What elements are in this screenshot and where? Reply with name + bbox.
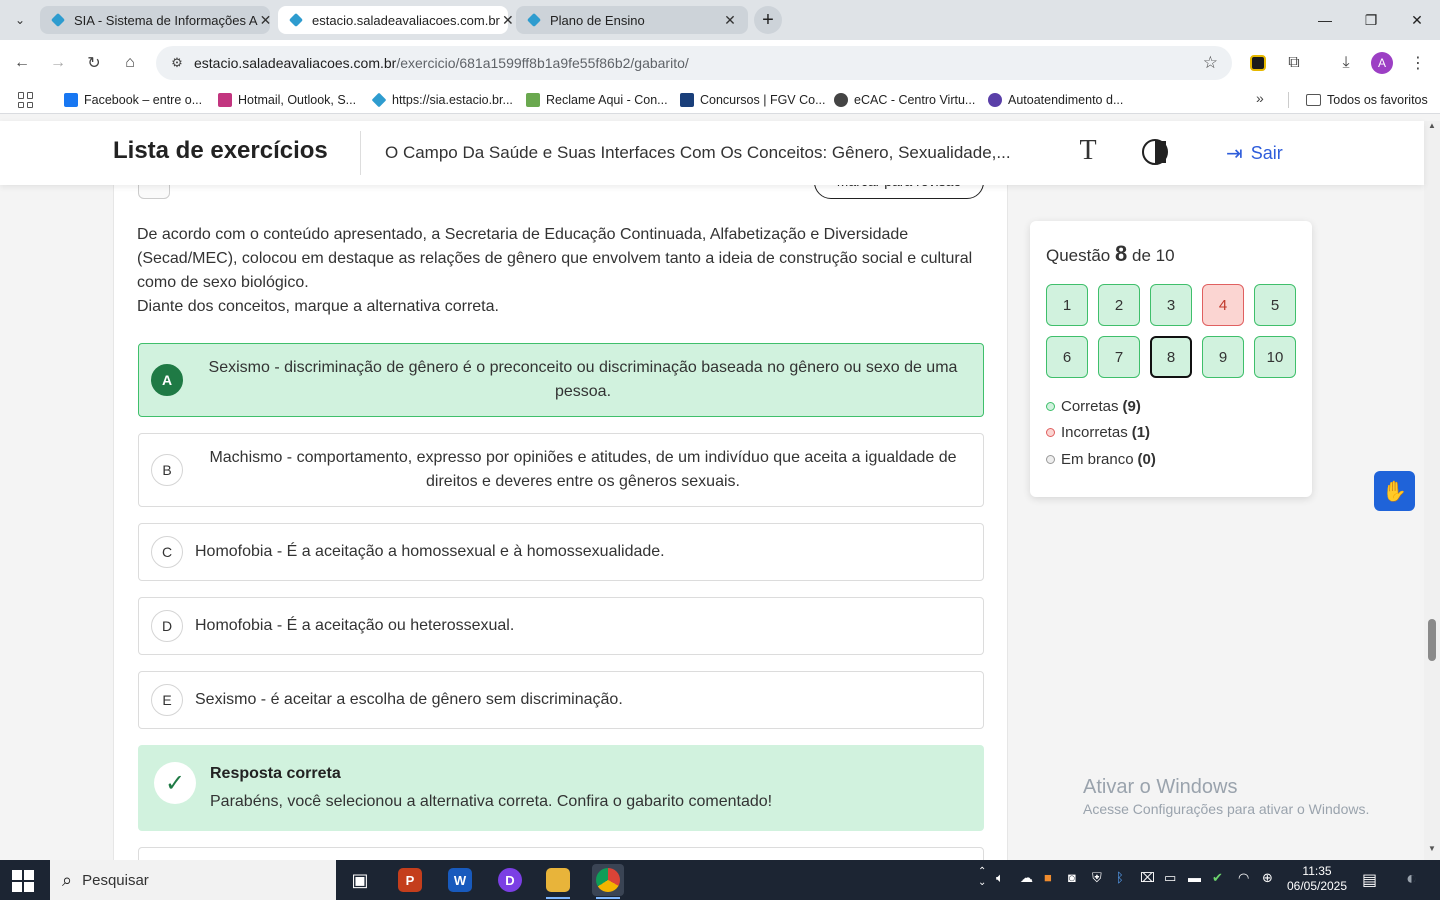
bookmark-reclame-aqui[interactable] xyxy=(526,90,668,110)
fgv-icon xyxy=(680,93,694,107)
tab-sia[interactable] xyxy=(40,6,270,34)
sia-favicon-icon xyxy=(50,12,66,28)
bookmark-label: Facebook – entre o... xyxy=(84,93,203,107)
option-e[interactable] xyxy=(138,671,984,729)
facebook-icon xyxy=(64,93,78,107)
subject-title: O Campo Da Saúde e Suas Interfaces Com Os Conceitos: Gênero, Sexualidade,... xyxy=(385,143,1011,162)
close-tab-icon[interactable]: ✕ xyxy=(259,11,272,28)
usb-icon[interactable]: ⌧ xyxy=(1140,870,1155,885)
answer-feedback xyxy=(138,745,984,831)
minimize-button[interactable]: — xyxy=(1318,12,1332,28)
site-favicon-icon xyxy=(288,12,304,28)
windows-activation-watermark xyxy=(1083,776,1369,817)
watermark-subtitle: Acesse Configurações para ativar o Windows. xyxy=(1083,801,1370,817)
bookmark-label: https://sia.estacio.br... xyxy=(392,93,513,107)
question-cell-7[interactable]: 7 xyxy=(1098,336,1140,378)
search-icon: ⌕ xyxy=(62,869,73,890)
question-statement xyxy=(137,223,987,319)
site-favicon-icon xyxy=(526,12,542,28)
close-tab-icon[interactable]: ✕ xyxy=(502,11,514,28)
download-icon[interactable]: ⤓ xyxy=(1342,54,1350,71)
option-d[interactable] xyxy=(138,597,984,655)
clock-date: 06/05/2025 xyxy=(1286,879,1348,893)
purple-app-icon[interactable]: D xyxy=(494,864,526,896)
question-cell-8[interactable]: 8 xyxy=(1150,336,1192,378)
bookmark-hotmail[interactable] xyxy=(218,90,356,110)
new-tab-button[interactable]: + xyxy=(754,6,782,34)
counter-prefix: Questão xyxy=(1046,246,1111,265)
extensions-puzzle-icon[interactable]: ⧉ xyxy=(1288,54,1300,71)
feedback-message: Parabéns, você selecionou a alternativa correta. Confira o gabarito comentado! xyxy=(210,793,773,810)
tray-expand-icon[interactable]: ⌃ ⌄ xyxy=(978,866,987,888)
url-domain: estacio.saladeavaliacoes.com.br xyxy=(194,55,397,71)
wifi-icon[interactable]: ◠ xyxy=(1238,870,1250,885)
sign-language-hands-icon[interactable]: ✋ xyxy=(1374,471,1415,511)
clock-time: 11:35 xyxy=(1302,864,1332,878)
tab-title: SIA - Sistema de Informações A xyxy=(74,12,258,28)
browser-toolbar xyxy=(0,40,1440,86)
current-question-number: 8 xyxy=(1115,241,1128,266)
legend-count: (0) xyxy=(1137,450,1156,468)
app-header xyxy=(0,121,1424,185)
system-clock[interactable] xyxy=(1282,864,1352,894)
tab-plano-de-ensino[interactable] xyxy=(516,6,748,34)
windows-taskbar xyxy=(0,860,1440,900)
reclame-aqui-icon xyxy=(526,93,540,107)
legend-count: (9) xyxy=(1122,397,1141,415)
bookmark-facebook[interactable] xyxy=(64,90,202,110)
option-letter: B xyxy=(151,454,183,486)
forward-button[interactable]: → xyxy=(50,54,66,71)
language-icon[interactable]: ⊕ xyxy=(1262,870,1273,885)
bookmark-fgv[interactable] xyxy=(680,90,826,110)
avatar: A xyxy=(1371,52,1393,74)
tab-title: estacio.saladeavaliacoes.com.br xyxy=(312,12,500,28)
bookmark-label: Todos os favoritos xyxy=(1327,93,1428,107)
address-bar[interactable] xyxy=(156,46,1232,80)
bookmark-star-icon[interactable]: ☆ xyxy=(1202,53,1218,72)
logout-label: Sair xyxy=(1250,142,1283,163)
option-text: Machismo - comportamento, expresso por opiniões e atitudes, de um indivíduo que aceita a igualdade de direitos e deveres entre os gêneros sexuais. xyxy=(209,449,957,490)
bookmarks-bar xyxy=(0,86,1440,114)
chrome-menu-icon[interactable]: ⋮ xyxy=(1410,55,1426,72)
sync-check-icon[interactable]: ✔ xyxy=(1212,870,1223,885)
font-size-button[interactable]: T xyxy=(1079,135,1097,166)
option-text: Sexismo - discriminação de gênero é o preconceito ou discriminação baseada no gênero ou sexo de uma pessoa. xyxy=(208,359,958,400)
option-text: Sexismo - é aceitar a escolha de gênero sem discriminação. xyxy=(195,691,623,708)
profile-avatar[interactable] xyxy=(1368,49,1396,77)
url-path: /exercicio/681a1599ff8b1a9fe55f86b2/gabarito/ xyxy=(396,55,689,71)
apps-grid-icon[interactable] xyxy=(18,92,34,108)
question-card xyxy=(113,185,1008,860)
security-shield-icon[interactable]: ⛨ xyxy=(1092,870,1102,885)
correct-dot-icon xyxy=(1046,402,1055,411)
question-cell-4[interactable]: 4 xyxy=(1202,284,1244,326)
tab-search-icon[interactable]: ⌄ xyxy=(14,13,26,27)
blank-dot-icon xyxy=(1046,455,1055,464)
browser-tabstrip xyxy=(0,0,1440,40)
extension-icon[interactable] xyxy=(1244,49,1272,77)
legend-blank xyxy=(1046,446,1156,473)
counter-suffix: de 10 xyxy=(1131,246,1175,265)
legend-count: (1) xyxy=(1131,424,1151,442)
url-text xyxy=(194,55,689,71)
option-b[interactable] xyxy=(138,433,984,507)
file-explorer-icon[interactable] xyxy=(542,864,574,896)
search-placeholder: Pesquisar xyxy=(82,871,149,889)
option-letter: C xyxy=(151,536,183,568)
bookmark-label: Reclame Aqui - Con... xyxy=(546,93,668,107)
tab-saladeavaliacoes[interactable] xyxy=(278,6,514,34)
incorrect-dot-icon xyxy=(1046,428,1055,437)
folder-icon xyxy=(1306,94,1321,106)
bookmark-label: Concursos | FGV Co... xyxy=(700,93,826,107)
bookmark-sia[interactable] xyxy=(372,90,513,110)
onedrive-icon[interactable]: ☁ xyxy=(1020,870,1033,885)
question-cell-2[interactable]: 2 xyxy=(1098,284,1140,326)
taskbar-search[interactable] xyxy=(50,860,336,900)
bookmark-label: Autoatendimento d... xyxy=(1008,93,1124,107)
weather-icon[interactable]: ◐ xyxy=(1406,868,1417,888)
bookmark-label: eCAC - Centro Virtu... xyxy=(854,93,976,107)
reload-button[interactable]: ↻ xyxy=(87,55,101,72)
question-cell-10[interactable]: 10 xyxy=(1254,336,1296,378)
autoatendimento-icon xyxy=(988,93,1002,107)
option-text: Homofobia - É a aceitação ou heterossexual. xyxy=(195,617,515,634)
question-navigator xyxy=(1030,221,1312,497)
windows-start-icon[interactable] xyxy=(12,870,34,892)
logout-icon: ⇥ xyxy=(1226,142,1243,165)
tab-title: Plano de Ensino xyxy=(550,12,645,28)
question-cell-5[interactable]: 5 xyxy=(1254,284,1296,326)
legend-correct xyxy=(1046,393,1156,420)
restore-button[interactable]: ❐ xyxy=(1364,11,1378,28)
tray-app-orange-icon[interactable]: ■ xyxy=(1044,870,1052,885)
option-letter: E xyxy=(151,684,183,716)
battery-icon[interactable]: ▬ xyxy=(1188,870,1201,885)
watermark-title: Ativar o Windows xyxy=(1083,776,1238,798)
legend-label: Em branco xyxy=(1061,450,1134,468)
scrollbar-thumb[interactable] xyxy=(1428,619,1436,661)
header-divider xyxy=(360,131,361,175)
checkmark-icon: ✓ xyxy=(154,762,196,804)
option-a[interactable] xyxy=(138,343,984,417)
status-legend xyxy=(1046,393,1156,473)
ecac-icon xyxy=(834,93,848,107)
display-icon[interactable]: ▭ xyxy=(1164,870,1177,885)
bookmark-autoatendimento[interactable] xyxy=(988,90,1123,110)
page-title: Lista de exercícios xyxy=(113,137,328,164)
question-cell-1[interactable]: 1 xyxy=(1046,284,1088,326)
option-letter: A xyxy=(151,364,183,396)
chrome-icon[interactable] xyxy=(592,864,624,896)
close-window-button[interactable]: ✕ xyxy=(1411,11,1423,28)
volume-icon[interactable]: 🔈︎ xyxy=(996,870,1004,885)
legend-label: Corretas xyxy=(1061,397,1119,415)
home-button[interactable]: ⌂ xyxy=(125,54,135,71)
butterfly-icon xyxy=(218,93,232,107)
notifications-icon[interactable]: ▤ xyxy=(1362,872,1378,889)
question-counter xyxy=(1046,241,1175,267)
contrast-toggle-icon[interactable] xyxy=(1142,139,1168,165)
page-scrollbar[interactable] xyxy=(1424,121,1440,860)
legend-label: Incorretas xyxy=(1061,424,1128,442)
all-bookmarks-folder[interactable] xyxy=(1306,90,1428,110)
camera-icon[interactable]: ◙ xyxy=(1068,870,1076,885)
powerpoint-icon[interactable]: P xyxy=(394,864,426,896)
question-cell-3[interactable]: 3 xyxy=(1150,284,1192,326)
question-grid xyxy=(1046,284,1296,378)
sia-icon xyxy=(372,93,387,108)
question-cell-9[interactable]: 9 xyxy=(1202,336,1244,378)
logout-button[interactable] xyxy=(1226,139,1283,167)
scroll-down-arrow-icon[interactable]: ▼ xyxy=(1428,844,1436,853)
bookmarks-divider xyxy=(1288,92,1289,108)
site-info-icon[interactable]: ⚙ xyxy=(171,55,183,70)
bookmark-label: Hotmail, Outlook, S... xyxy=(238,93,357,107)
bookmark-ecac[interactable] xyxy=(834,90,975,110)
option-c[interactable] xyxy=(138,523,984,581)
option-text: Homofobia - É a aceitação a homossexual e à homossexualidade. xyxy=(195,543,665,560)
option-letter: D xyxy=(151,610,183,642)
question-cell-6[interactable]: 6 xyxy=(1046,336,1088,378)
more-bookmarks-icon[interactable]: » xyxy=(1256,90,1264,106)
statement-paragraph: De acordo com o conteúdo apresentado, a Secretaria de Educação Continuada, Alfabetização e Diversidade (Secad/MEC), colocou em destaque as relações de gênero que envolvem tanto a ideia de construção social e cultural como de sexo biológico. xyxy=(137,226,973,291)
scroll-up-arrow-icon[interactable]: ▲ xyxy=(1428,121,1436,130)
feedback-title: Resposta correta xyxy=(210,765,341,782)
word-icon[interactable]: W xyxy=(444,864,476,896)
task-view-icon[interactable]: ▣ xyxy=(351,869,369,890)
statement-instruction: Diante dos conceitos, marque a alternativa correta. xyxy=(137,298,499,315)
close-tab-icon[interactable]: ✕ xyxy=(724,11,736,28)
bluetooth-icon[interactable]: ᛒ xyxy=(1116,870,1124,885)
back-button[interactable]: ← xyxy=(14,54,30,71)
legend-incorrect xyxy=(1046,420,1156,447)
